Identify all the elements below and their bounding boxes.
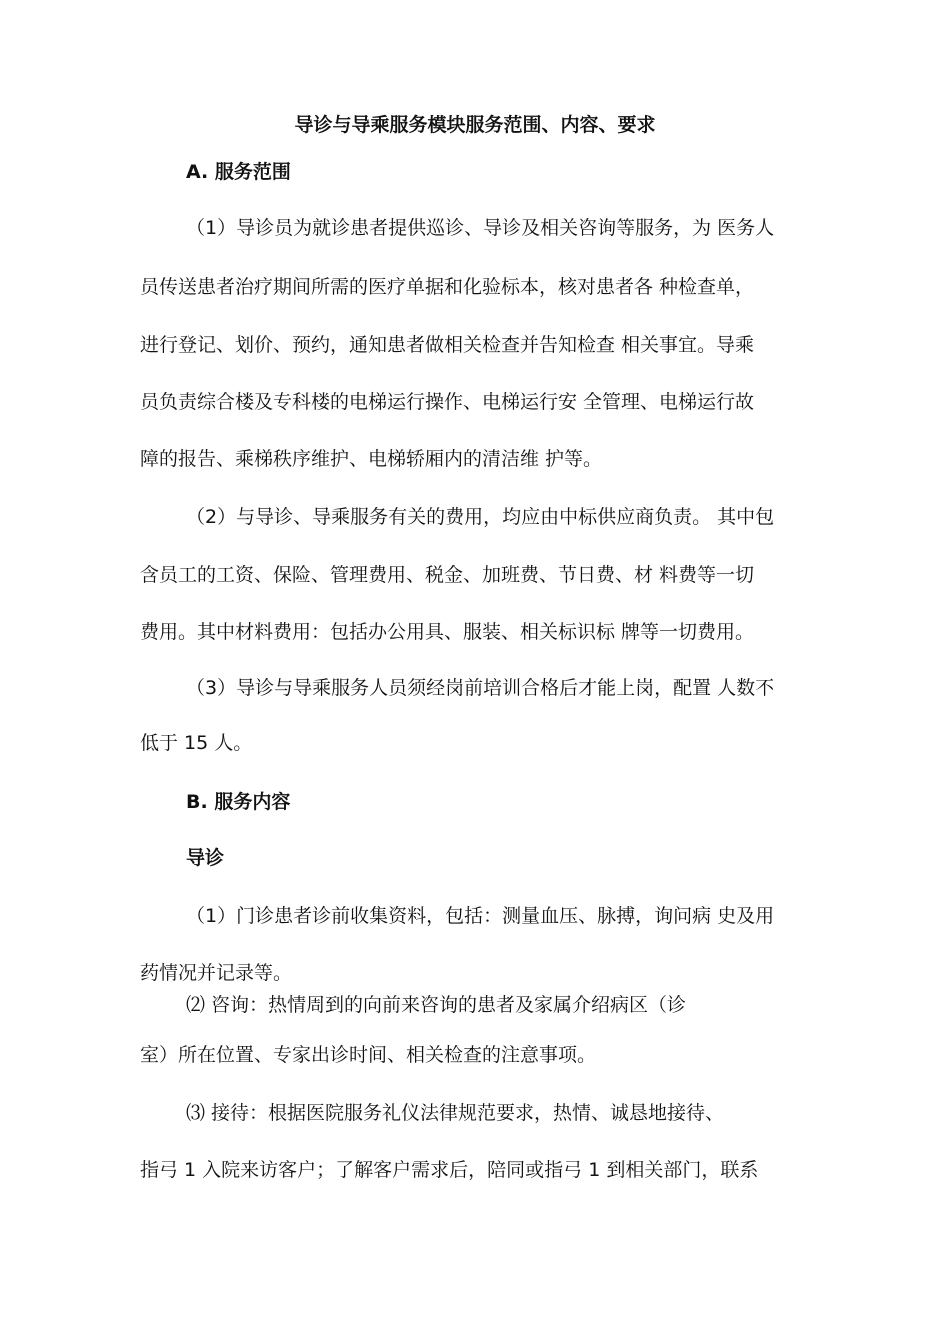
paragraph-line: 含员工的工资、保险、管理费用、税金、加班费、节日费、材 料费等一切: [140, 564, 755, 586]
paragraph-line: 员负责综合楼及专科楼的电梯运行操作、电梯运行安 全管理、电梯运行故: [140, 391, 755, 413]
section-a-heading: A. 服务范围: [186, 161, 291, 183]
paragraph-line: 指弓 1 入院来访客户；了解客户需求后，陪同或指弓 1 到相关部门，联系: [140, 1159, 759, 1181]
paragraph-line: （2）与导诊、导乘服务有关的费用，均应由中标供应商负责。 其中包: [186, 506, 775, 528]
paragraph-line: （3）导诊与导乘服务人员须经岗前培训合格后才能上岗，配置 人数不: [186, 677, 775, 699]
paragraph-line: 药情况并记录等。: [140, 962, 293, 984]
paragraph-line: ⑵ 咨询：热情周到的向前来咨询的患者及家属介绍病区（诊: [186, 994, 687, 1016]
paragraph-line: ⑶ 接待：根据医院服务礼仪法律规范要求，热情、诚恳地接待、: [186, 1102, 725, 1124]
paragraph-line: 室）所在位置、专家出诊时间、相关检查的注意事项。: [140, 1044, 597, 1066]
paragraph-line: （1）导诊员为就诊患者提供巡诊、导诊及相关咨询等服务，为 医务人: [186, 217, 775, 239]
paragraph-line: 进行登记、划价、预约，通知患者做相关检查并告知检查 相关事宜。导乘: [140, 334, 755, 356]
paragraph-line: 障的报告、乘梯秩序维护、电梯轿厢内的清洁维 护等。: [140, 448, 603, 470]
section-b-heading: B. 服务内容: [186, 791, 291, 813]
document-title: 导诊与导乘服务模块服务范围、内容、要求: [294, 114, 656, 136]
paragraph-line: 低于 15 人。: [140, 732, 253, 754]
paragraph-line: 费用。其中材料费用：包括办公用具、服装、相关标识标 牌等一切费用。: [140, 621, 755, 643]
subheading-guide: 导诊: [186, 847, 225, 869]
paragraph-line: （1）门诊患者诊前收集资料，包括：测量血压、脉搏，询问病 史及用: [186, 905, 775, 927]
paragraph-line: 员传送患者治疗期间所需的医疗单据和化验标本，核对患者各 种检查单，: [140, 276, 755, 298]
